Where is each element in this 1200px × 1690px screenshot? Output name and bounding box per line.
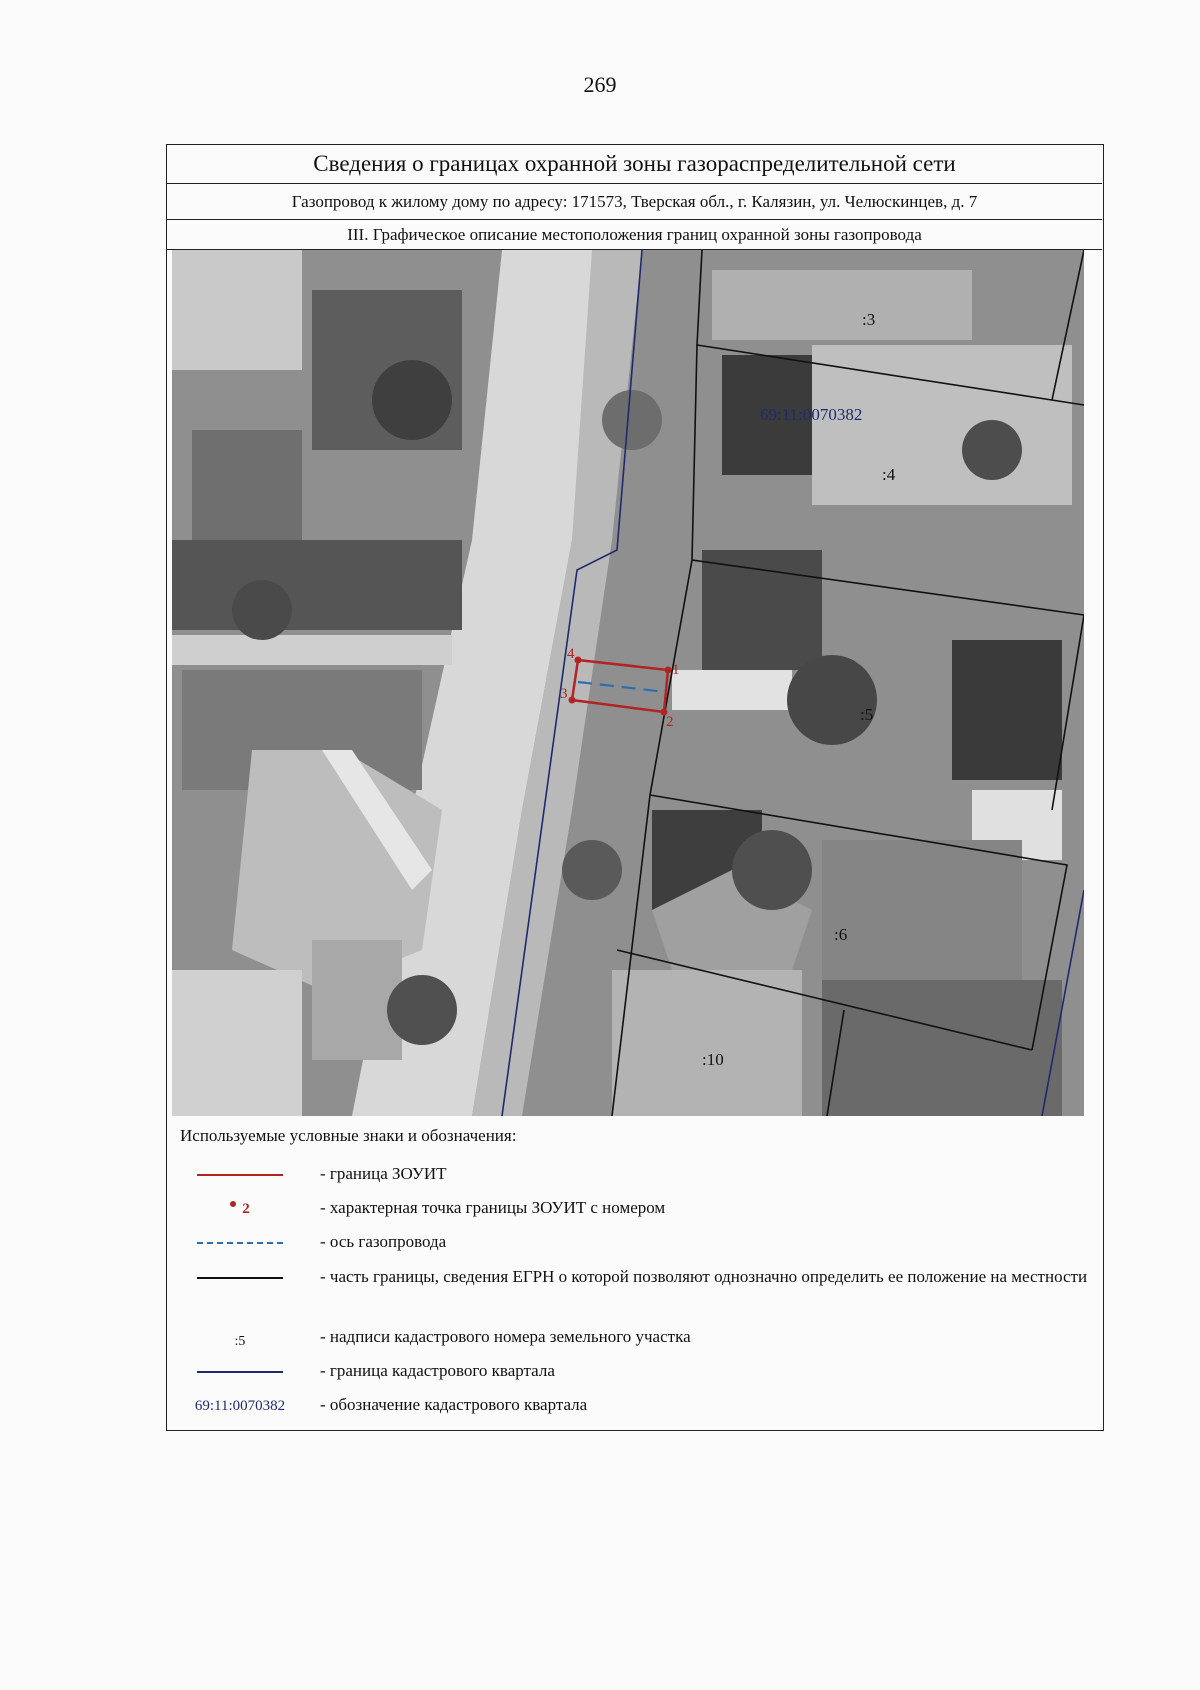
dashed-line-symbol xyxy=(197,1242,283,1244)
parcel-label-symbol: :5 xyxy=(234,1334,246,1349)
parcel-label-4: :4 xyxy=(882,465,896,484)
section-title: III. Графическое описание местоположения границ охранной зоны газопровода xyxy=(167,220,1102,250)
parcel-label-3: :3 xyxy=(862,310,876,329)
red-line-symbol xyxy=(197,1174,283,1176)
zone-point-4 xyxy=(575,657,582,664)
zone-point-1 xyxy=(665,667,672,674)
navy-line-symbol xyxy=(197,1371,283,1373)
quarter-label: 69:11:0070382 xyxy=(760,405,863,424)
black-line-symbol xyxy=(197,1277,283,1279)
legend-title: Используемые условные знаки и обозначения: xyxy=(180,1126,517,1145)
parcel-label-6: :6 xyxy=(834,925,848,944)
zone-point-label-3: 3 xyxy=(560,686,568,702)
aerial-map xyxy=(172,250,1084,1116)
parcel-label-10: :10 xyxy=(702,1050,724,1069)
parcel-label-5: :5 xyxy=(860,705,874,724)
zone-point-label-1: 1 xyxy=(672,662,680,678)
zone-point-3 xyxy=(569,697,576,704)
zone-point-label-4: 4 xyxy=(567,646,575,662)
quarter-label-symbol: 69:11:0070382 xyxy=(194,1397,286,1414)
object-description: Газопровод к жилому дому по адресу: 171573, Тверская обл., г. Калязин, ул. Челюскинцев, д. 7 xyxy=(167,184,1102,220)
red-point-symbol: 2 xyxy=(230,1201,250,1218)
page-number: 269 xyxy=(583,72,617,97)
zone-point-label-2: 2 xyxy=(666,714,674,730)
document-title: Сведения о границах охранной зоны газораспределительной сети xyxy=(167,145,1102,184)
